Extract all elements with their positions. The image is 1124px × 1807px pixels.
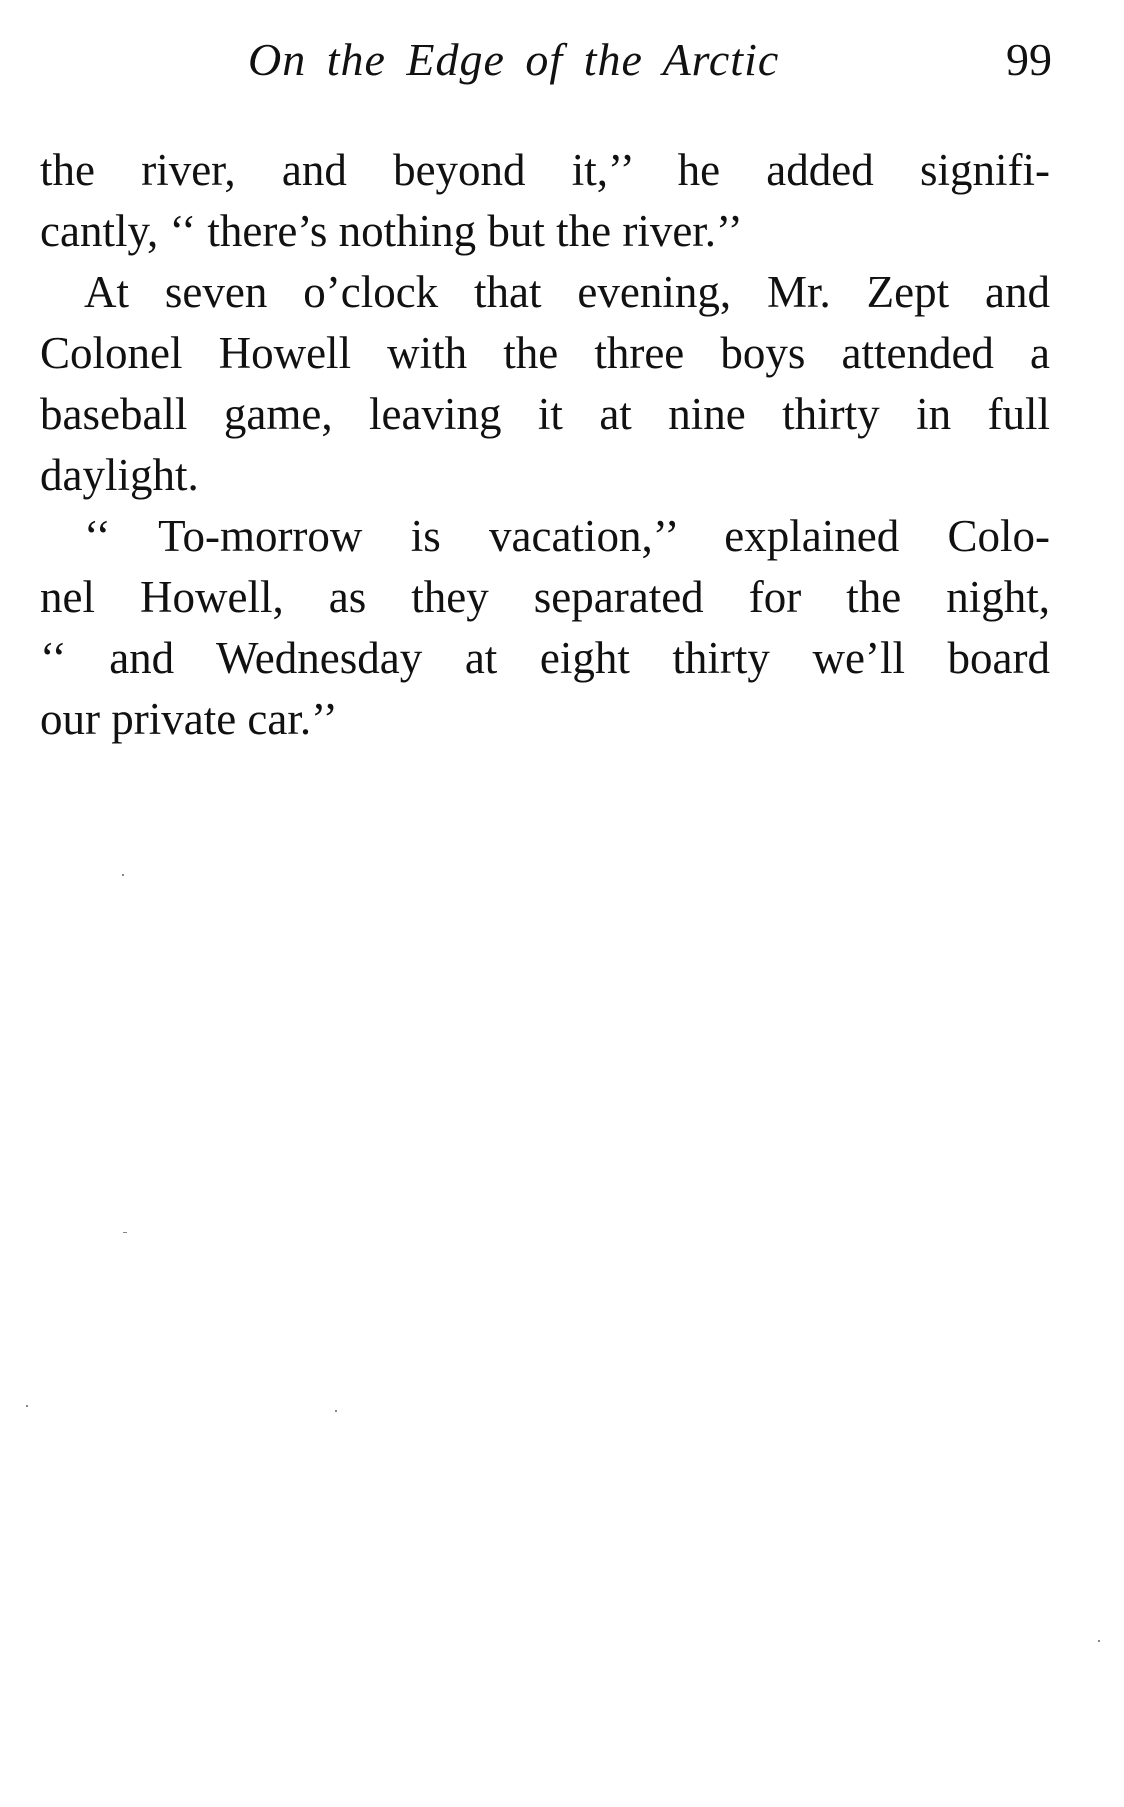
text-line: the river, and beyond it,’’ he added signifi- [40,145,1050,195]
text-line: Colonel Howell with the three boys attended a [40,328,1050,378]
speck [26,1405,28,1407]
text-line: nel Howell, as they separated for the night, [40,572,1050,622]
body-text [40,140,1050,750]
text-line: our private car.’’ [40,694,338,744]
running-title: On the Edge of the Arctic [248,34,780,85]
text-line: cantly, ‘‘ there’s nothing but the river.’’ [40,206,743,256]
speck [123,1232,127,1233]
text-line: daylight. [40,450,199,500]
text-line: baseball game, leaving it at nine thirty in full [40,389,1050,439]
speck [335,1410,337,1412]
speck [122,874,124,876]
speck [1098,1640,1100,1642]
running-head [0,30,1124,90]
text-line: ‘‘ and Wednesday at eight thirty we’ll board [40,633,1050,683]
page-number: 99 [1006,34,1052,85]
text-line: ‘‘ To-morrow is vacation,’’ explained Colo- [84,511,1050,561]
text-line: At seven o’clock that evening, Mr. Zept and [84,267,1050,317]
